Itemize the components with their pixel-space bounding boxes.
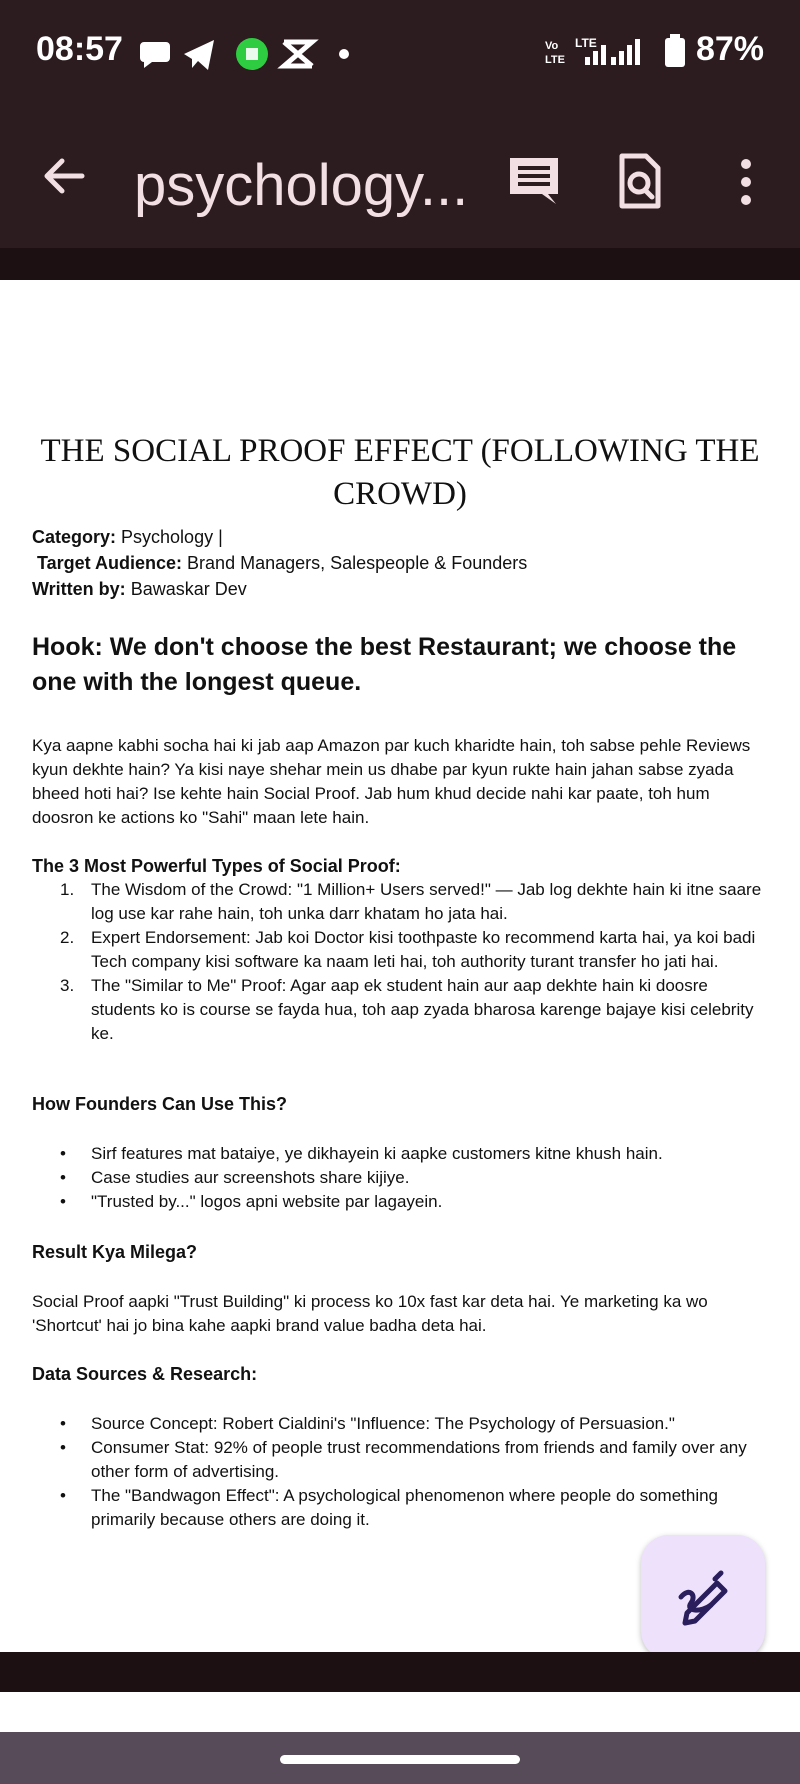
notification-icons (138, 34, 358, 74)
sources-heading: Data Sources & Research: (32, 1364, 258, 1384)
more-vert-icon[interactable] (716, 152, 776, 212)
capcut-icon (284, 42, 312, 66)
doc-heading: THE SOCIAL PROOF EFFECT (FOLLOWING THE CROWD) (40, 433, 760, 512)
toolbar-divider (0, 248, 800, 280)
category-line: Category: Psychology | (32, 527, 223, 547)
document-page[interactable] (0, 280, 800, 1652)
list-item: 1. The Wisdom of the Crowd: "1 Million+ Users served!" — Jab log dekhte hain ki itne saare log use kar rahe hain, toh unka darr khatam ho jata hai. (60, 880, 762, 923)
list-item: • Source Concept: Robert Cialdini's "Influence: The Psychology of Persuasion." (60, 1414, 675, 1433)
list-item: • Consumer Stat: 92% of people trust recommendations from friends and family over any other form of advertising. (60, 1438, 747, 1481)
founders-heading: How Founders Can Use This? (32, 1094, 288, 1114)
battery-percent: 87% (695, 30, 764, 68)
list-item: 2. Expert Endorsement: Jab koi Doctor kisi toothpaste ko recommend karta hai, ya koi badi Tech company kisi software ka naam leti hai, toh authority turant transfer ho jati hai. (60, 928, 756, 971)
chat-icon (140, 42, 170, 68)
app-bar (0, 108, 800, 248)
types-heading: The 3 Most Powerful Types of Social Proof: (32, 856, 401, 876)
types-list (60, 878, 770, 1046)
page-bottom-edge (0, 1692, 800, 1732)
intro-paragraph: Kya aapne kabhi socha hai ki jab aap Amazon par kuch kharidte hain, toh sabse pehle Reviews kyun dekhte hain? Ya kisi naye shehar mein us dhabe par kyun rukte hain jahan sabse zyada bheed hoti hai? Ise kehte hain Social Proof. Jab hum khud decide nahi kar paate, toh hum doosron ke actions ko "Sahi" maan lete hain. (32, 736, 751, 827)
status-time: 08:57 (36, 30, 123, 68)
edit-pen-icon (641, 1535, 765, 1659)
bottom-divider (0, 1652, 800, 1692)
doc-meta (32, 524, 527, 602)
founders-list (60, 1142, 770, 1214)
result-heading: Result Kya Milega? (32, 1242, 198, 1262)
list-item: • "Trusted by..." logos apni website par lagayein. (60, 1192, 443, 1211)
list-item: 3. The "Similar to Me" Proof: Agar aap ek student hain aur aap dekhte hain ki doosre students ko is course se fayda hua, toh aap zyada bharosa karenge bajaye kisi celebrity ke. (60, 976, 754, 1043)
more-notifications-icon (339, 49, 349, 59)
comment-icon[interactable] (504, 152, 564, 212)
home-gesture-handle[interactable] (280, 1755, 520, 1764)
hook-heading: Hook: We don't choose the best Restaurant; we choose the one with the longest queue. (32, 633, 737, 696)
result-paragraph: Social Proof aapki "Trust Building" ki process ko 10x fast kar deta hai. Ye marketing ka wo 'Shortcut' hai jo bina kahe aapki brand value badha deta hai. (32, 1292, 708, 1335)
telegram-icon (184, 40, 214, 70)
find-in-page-icon[interactable] (610, 152, 670, 212)
sources-list (60, 1412, 770, 1532)
list-item: • Case studies aur screenshots share kijiye. (60, 1168, 410, 1187)
signal-icon (545, 33, 655, 69)
status-right (545, 30, 764, 69)
svg-text:Vo: Vo (545, 40, 559, 53)
document-title: psychology... (134, 153, 469, 218)
audience-line: Target Audience: Brand Managers, Salespeople & Founders (37, 553, 528, 573)
svg-text:LTE: LTE (545, 54, 565, 67)
svg-text:LTE: LTE (575, 36, 597, 51)
list-item: • The "Bandwagon Effect": A psychological phenomenon where people do something primarily because others are doing it. (60, 1486, 719, 1529)
gesture-nav-bar (0, 1732, 800, 1784)
author-line: Written by: Bawaskar Dev (32, 579, 247, 599)
edit-fab-button[interactable] (641, 1535, 765, 1659)
list-item: • Sirf features mat bataiye, ye dikhayein ki aapke customers kitne khush hain. (60, 1144, 663, 1163)
battery-icon (664, 34, 686, 68)
status-bar (0, 0, 800, 108)
arrow-left-icon[interactable] (34, 146, 94, 206)
